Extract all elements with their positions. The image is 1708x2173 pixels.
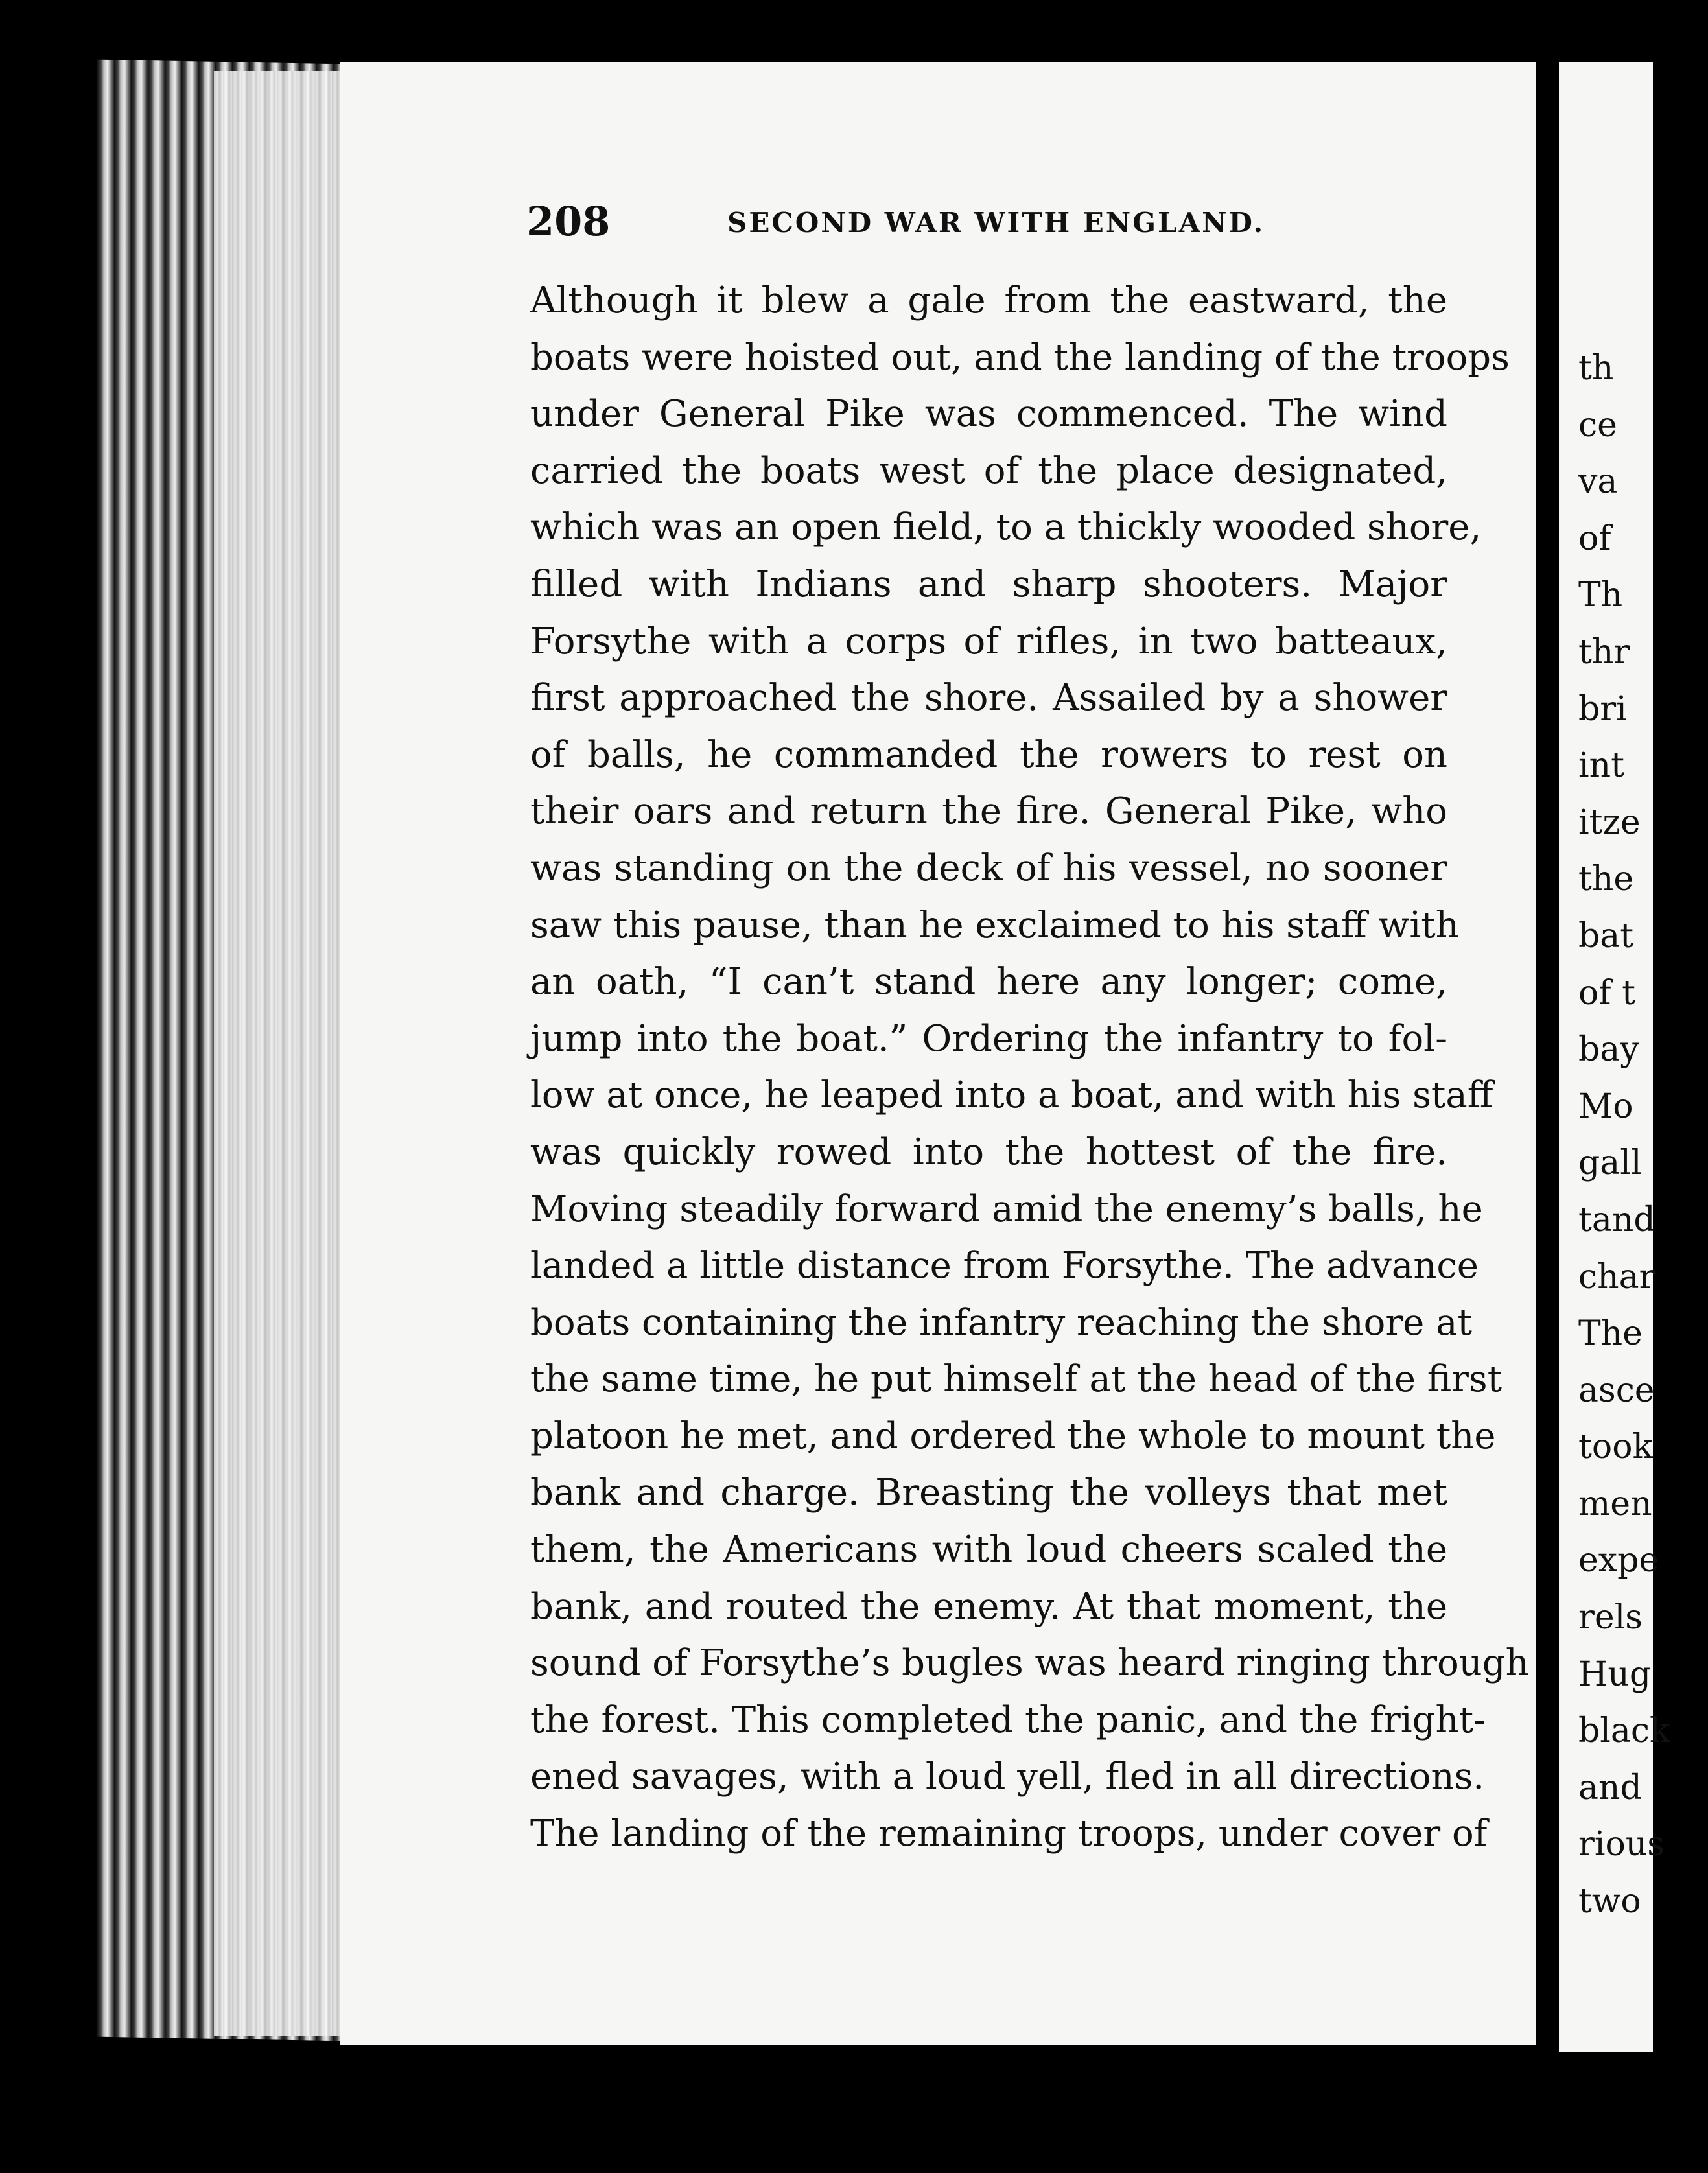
text-line: jump into the boat.” Ordering the infantry to fol- [530, 1017, 1447, 1060]
facing-page-line: bri [1578, 689, 1627, 729]
text-line: boats containing the infantry reaching the shore at [530, 1301, 1472, 1344]
facing-page-line: bat [1578, 916, 1634, 956]
facing-page-line: char [1578, 1257, 1655, 1297]
facing-page [1559, 62, 1670, 2052]
facing-page-line: took [1578, 1427, 1654, 1467]
facing-page-line: expe [1578, 1541, 1659, 1580]
facing-page-line: rious [1578, 1825, 1665, 1864]
facing-page-line: The [1578, 1314, 1643, 1354]
text-line: their oars and return the fire. General Pike, who [530, 790, 1447, 833]
text-line: was quickly rowed into the hottest of the fire. [530, 1131, 1447, 1173]
facing-page-line: bay [1578, 1030, 1639, 1070]
body-text [530, 272, 1529, 1862]
text-line: an oath, “I can’t stand here any longer; come, [530, 961, 1447, 1004]
facing-page-text [1578, 340, 1708, 1931]
text-line: carried the boats west of the place designated, [530, 449, 1447, 492]
facing-page-line: va [1578, 462, 1618, 502]
text-line: bank, and routed the enemy. At that moment, the [530, 1585, 1447, 1628]
facing-page-line: men [1578, 1484, 1652, 1523]
text-line: bank and charge. Breasting the volleys that met [530, 1472, 1447, 1514]
facing-page-line: black [1578, 1711, 1670, 1751]
text-line: the forest. This completed the panic, and the fright- [530, 1698, 1486, 1741]
text-line: first approached the shore. Assailed by a shower [530, 677, 1447, 720]
text-line: was standing on the deck of his vessel, no sooner [530, 847, 1447, 889]
facing-page-line: th [1578, 349, 1614, 388]
facing-page-line: Th [1578, 576, 1623, 615]
facing-page-line: gall [1578, 1144, 1642, 1183]
page-number: 208 [526, 198, 611, 245]
facing-page-line: of t [1578, 973, 1635, 1013]
facing-page-line: Hug [1578, 1654, 1652, 1694]
facing-page-line: of [1578, 519, 1611, 558]
text-line: The landing of the remaining troops, under cover of [530, 1813, 1488, 1855]
text-line: which was an open field, to a thickly wooded shore, [530, 506, 1482, 549]
text-line: Although it blew a gale from the eastward, the [530, 279, 1447, 322]
page-edges-highlight [214, 71, 350, 2036]
facing-page-line: Mo [1578, 1086, 1633, 1126]
running-head: SECOND WAR WITH ENGLAND. [727, 207, 1265, 239]
facing-page-line: ce [1578, 405, 1617, 445]
facing-page-line: tand [1578, 1200, 1655, 1239]
text-line: them, the Americans with loud cheers scaled the [530, 1529, 1447, 1571]
text-line: platoon he met, and ordered the whole to mount the [530, 1415, 1496, 1457]
facing-page-line: asce [1578, 1370, 1655, 1410]
text-line: of balls, he commanded the rowers to rest on [530, 733, 1447, 776]
facing-page-line: rels [1578, 1598, 1643, 1638]
text-line: ened savages, with a loud yell, fled in all directions. [530, 1756, 1485, 1798]
text-line: boats were hoisted out, and the landing of the troops [530, 336, 1510, 379]
text-line: low at once, he leaped into a boat, and with his staff [530, 1074, 1493, 1117]
text-line: Moving steadily forward amid the enemy’s balls, he [530, 1188, 1483, 1230]
text-line: filled with Indians and sharp shooters. Major [530, 563, 1447, 605]
facing-page-line: thr [1578, 632, 1630, 672]
facing-page-line: int [1578, 746, 1625, 786]
text-line: Forsythe with a corps of rifles, in two batteaux, [530, 620, 1447, 663]
facing-page-line: itze [1578, 803, 1641, 842]
facing-page-line: two [1578, 1882, 1641, 1921]
facing-page-line: the [1578, 860, 1634, 899]
text-line: saw this pause, than he exclaimed to his staff with [530, 904, 1459, 946]
text-line: landed a little distance from Forsythe. The advance [530, 1245, 1479, 1287]
facing-page-line: and [1578, 1768, 1642, 1807]
text-line: the same time, he put himself at the head of the first [530, 1358, 1503, 1401]
text-line: sound of Forsythe’s bugles was heard ringing through [530, 1642, 1529, 1685]
page-header [526, 198, 1453, 250]
text-line: under General Pike was commenced. The wind [530, 393, 1447, 436]
